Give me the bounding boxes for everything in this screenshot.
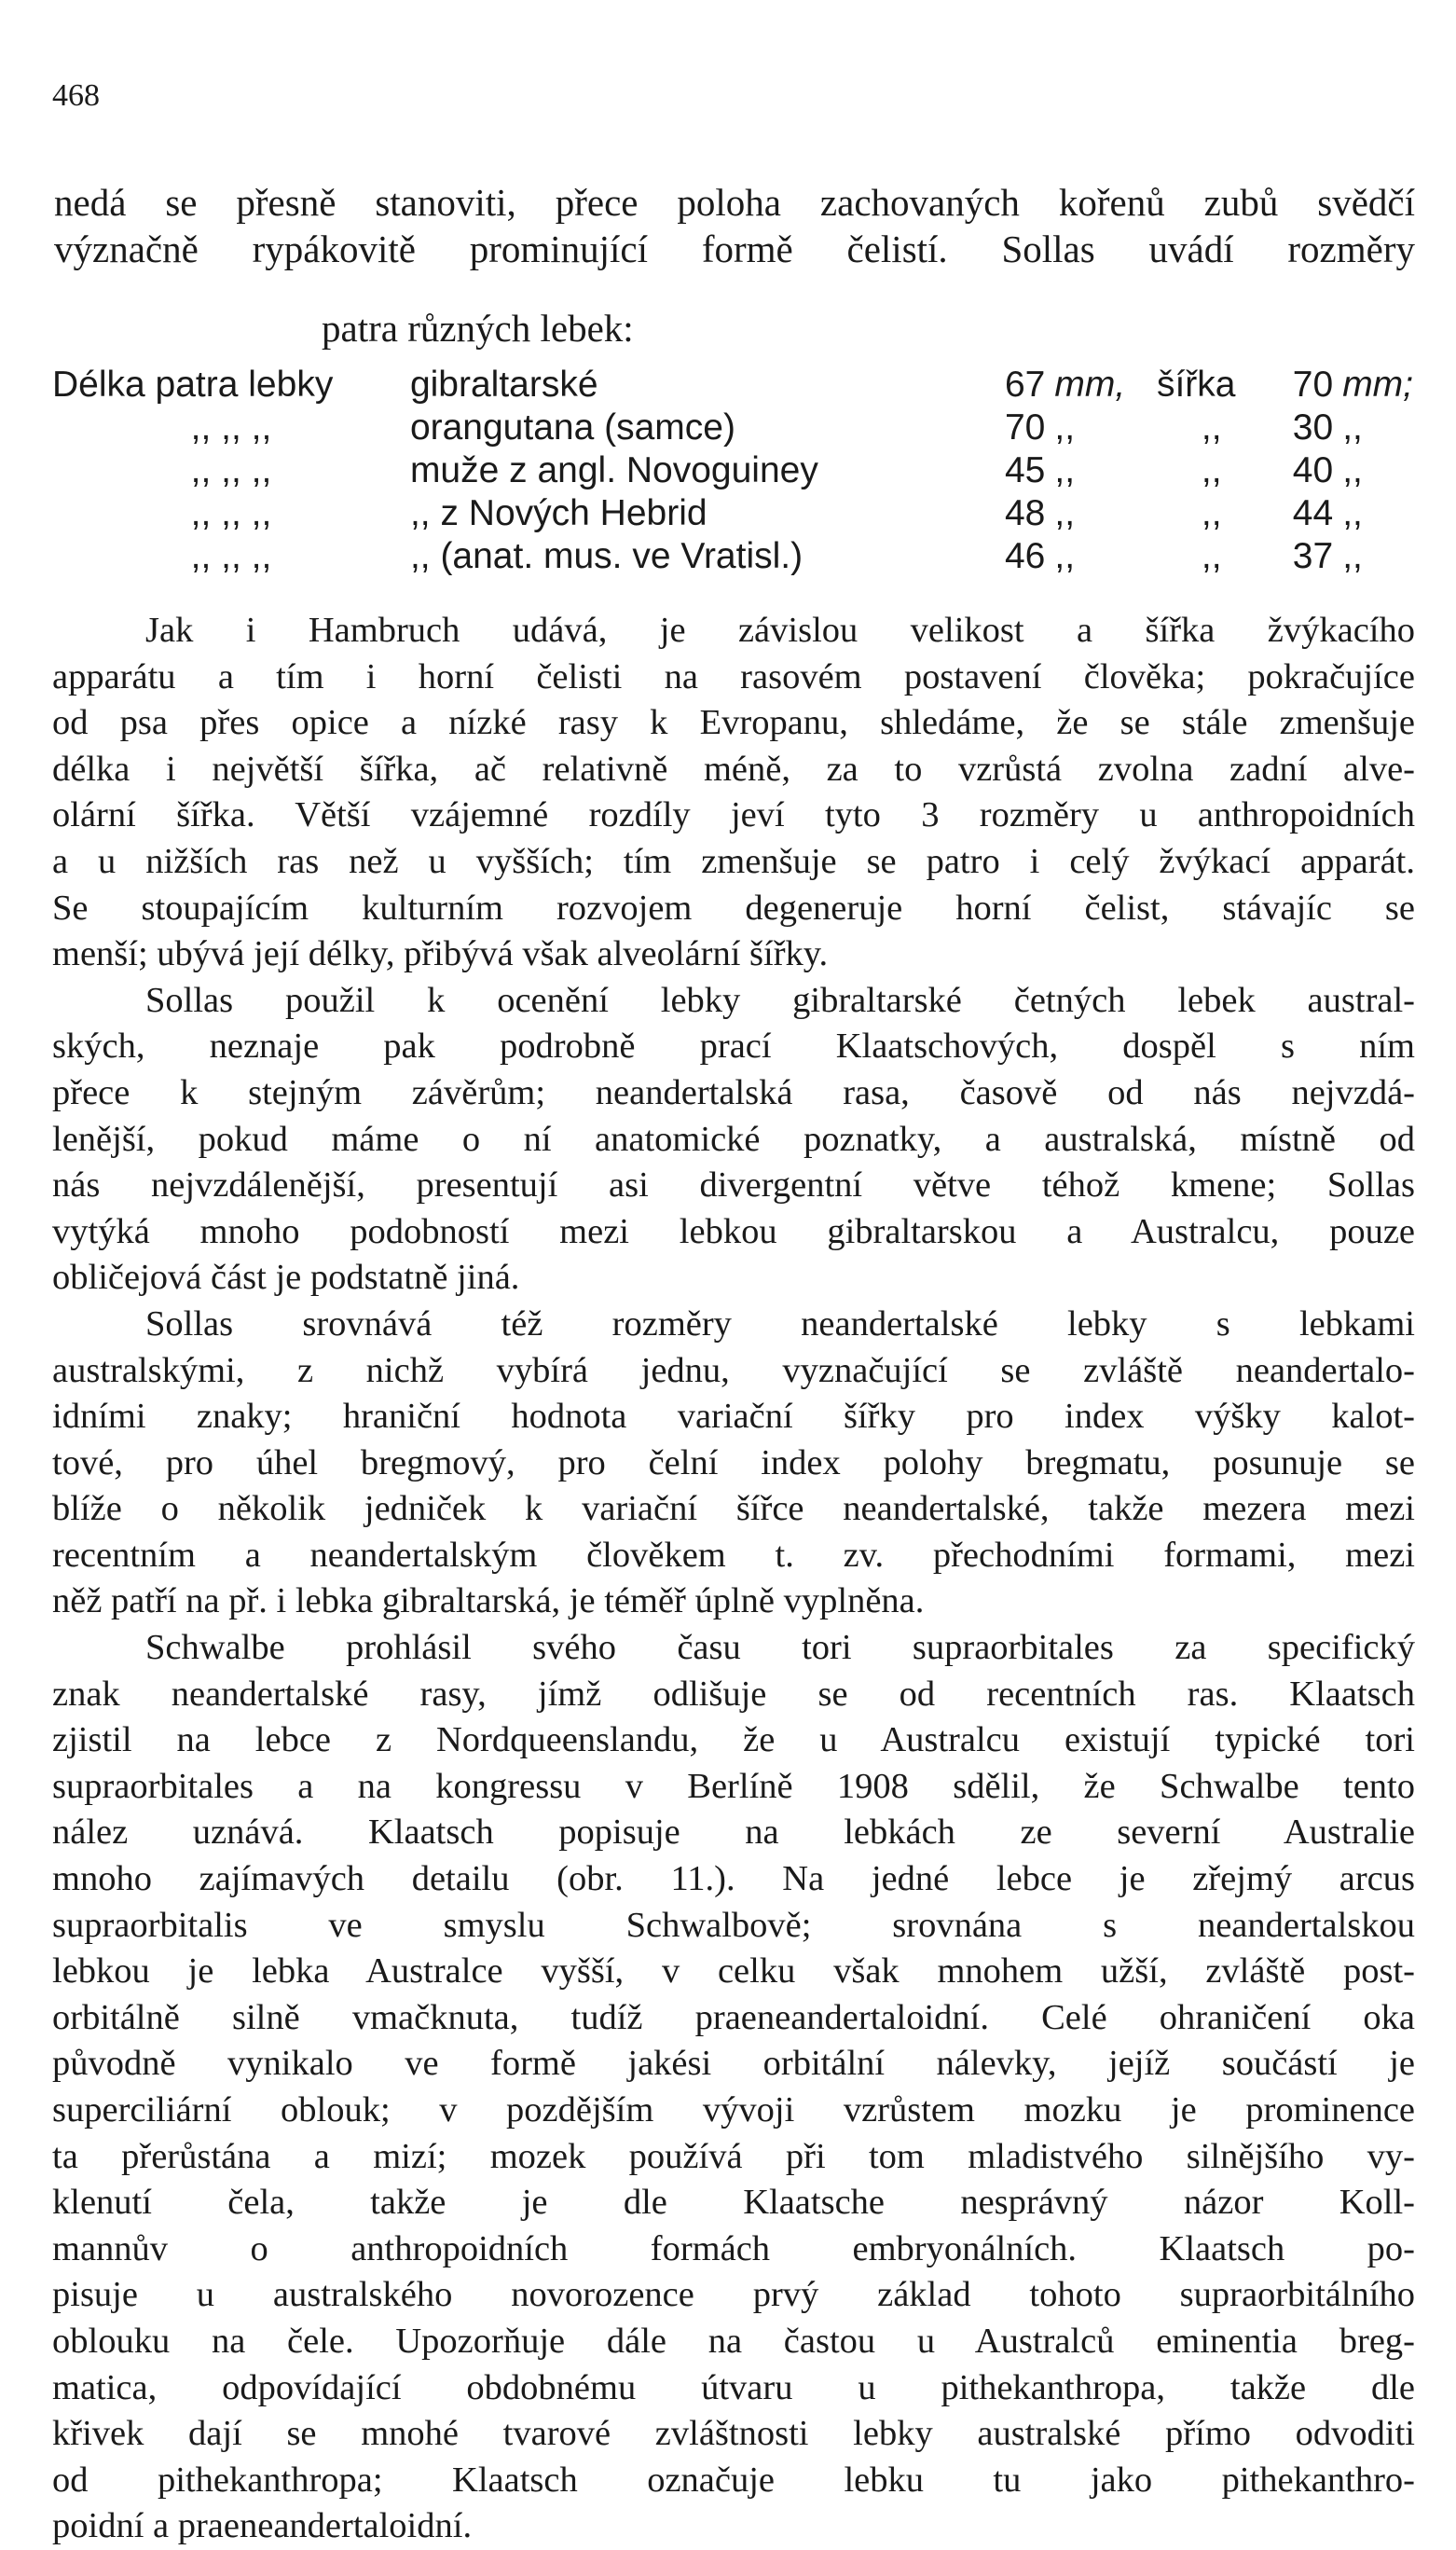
text-line: olární šířka. Větší vzájemné rozdíly jeví tyto 3 rozměry u anthropoidních [52, 795, 1415, 835]
text-line: superciliární oblouk; v pozdějším vývoji vzrůstem mozku je prominence [52, 2090, 1415, 2130]
row-length-unit: mm, [1054, 365, 1126, 405]
table-row [52, 407, 1413, 449]
text-line: křivek dají se mnohé tvarové zvláštnosti lebky australské přímo odvoditi [52, 2414, 1415, 2454]
row-length: 70 [1004, 407, 1046, 448]
text-line: ských, neznaje pak podrobně prací Klaatschových, dospěl s ním [52, 1027, 1415, 1067]
row-subject: orangutana (samce) [409, 407, 735, 448]
text-line: vytýká mnoho podobností mezi lebkou gibraltarskou a Australcu, pouze [52, 1211, 1415, 1251]
row-length-unit: ,, [1054, 407, 1076, 448]
text-line: Jak i Hambruch udává, je závislou velikost a šířka žvýkacího [145, 611, 1415, 650]
text-line: mannův o anthropoidních formách embryonálních. Klaatsch po- [52, 2228, 1415, 2268]
row-subject: ,, (anat. mus. ve Vratisl.) [409, 536, 804, 576]
row-width-label: ,, [1201, 407, 1222, 448]
row-label: ,, ,, ,, [190, 407, 272, 448]
table-row [52, 492, 1413, 535]
row-width: 40 [1292, 450, 1334, 490]
row-width-label: šířka [1156, 365, 1236, 405]
row-length: 67 [1004, 365, 1046, 405]
row-width: 37 [1292, 536, 1334, 576]
text-line: supraorbitalis ve smyslu Schwalbově; srovnána s neandertalskou [52, 1905, 1415, 1945]
row-width-unit: ,, [1342, 536, 1363, 576]
text-line: apparátu a tím i horní čelisti na rasovém postavení člověka; pokračujíce [52, 656, 1415, 696]
row-width-label: ,, [1201, 450, 1222, 490]
text-line: obličejová část je podstatně jiná. [52, 1258, 520, 1298]
row-length-unit: ,, [1054, 450, 1076, 490]
body-text [52, 608, 1415, 2550]
text-line: klenutí čela, takže je dle Klaatsche nesprávný názor Koll- [52, 2183, 1415, 2223]
text-line: ta přerůstána a mizí; mozek používá při tom mladistvého silnějšího vy- [52, 2136, 1415, 2176]
text-line: od pithekanthropa; Klaatsch označuje lebku tu jako pithekanthro- [52, 2460, 1415, 2500]
text-line: mnoho zajímavých detailu (obr. 11.). Na jedné lebce je zřejmý arcus [52, 1859, 1415, 1899]
row-length: 46 [1004, 536, 1046, 576]
text-line: pisuje u australského novorozence prvý základ tohoto supraorbitálního [52, 2275, 1415, 2315]
row-width-label: ,, [1201, 493, 1222, 533]
text-line: tové, pro úhel bregmový, pro čelní index polohy bregmatu, posunuje se [52, 1442, 1415, 1482]
table-row [52, 364, 1413, 407]
row-width: 30 [1292, 407, 1334, 448]
row-width-unit: ,, [1342, 407, 1363, 448]
row-width-unit: mm; [1342, 365, 1413, 405]
text-line: menší; ubývá její délky, přibývá však alveolární šířky. [52, 934, 829, 974]
table-row [52, 535, 1413, 578]
text-line: australskými, z nichž vybírá jednu, vyznačující se zvláště neandertalo- [52, 1350, 1415, 1390]
row-subject: muže z angl. Novoguiney [409, 450, 818, 490]
row-length-unit: ,, [1054, 493, 1076, 533]
row-width-unit: ,, [1342, 493, 1363, 533]
text-line: délka i největší šířka, ač relativně méně, za to vzrůstá zvolna zadní alve- [52, 749, 1415, 789]
row-label: Délka patra lebky [52, 365, 334, 405]
text-line: supraorbitales a na kongressu v Berlíně 1908 sdělil, že Schwalbe tento [52, 1766, 1415, 1806]
palate-measurements-table [52, 364, 1413, 578]
text-line: nedá se přesně stanoviti, přece poloha zachovaných kořenů zubů svědčí [54, 181, 1415, 224]
text-line: idními znaky; hraniční hodnota variační šířky pro index výšky kalot- [52, 1397, 1415, 1437]
row-width-label: ,, [1201, 536, 1222, 576]
row-subject: ,, z Nových Hebrid [409, 493, 707, 533]
row-label: ,, ,, ,, [190, 493, 272, 533]
row-label: ,, ,, ,, [190, 536, 272, 576]
text-line: blíže o několik jedniček k variační šířce neandertalské, takže mezera mezi [52, 1489, 1415, 1529]
text-line: nás nejvzdálenější, presentují asi divergentní větve téhož kmene; Sollas [52, 1165, 1415, 1206]
text-line: orbitálně silně vmačknuta, tudíž praeneandertaloidní. Celé ohraničení oka [52, 1997, 1415, 2037]
row-length: 48 [1004, 493, 1046, 533]
text-line: znak neandertalské rasy, jímž odlišuje se od recentních ras. Klaatsch [52, 1674, 1415, 1714]
row-width: 44 [1292, 493, 1334, 533]
text-line: význačně rypákovitě prominující formě čelistí. Sollas uvádí rozměry [54, 227, 1415, 270]
row-width: 70 [1292, 365, 1334, 405]
table-row [52, 449, 1413, 492]
text-line: Sollas srovnává též rozměry neandertalské lebky s lebkami [145, 1303, 1415, 1344]
row-label: ,, ,, ,, [190, 450, 272, 490]
text-line: recentním a neandertalským člověkem t. zv. přechodními formami, mezi [52, 1535, 1415, 1575]
intro-paragraph [54, 179, 1415, 272]
row-width-unit: ,, [1342, 450, 1363, 490]
table-caption: patra různých lebek: [322, 307, 634, 350]
text-line: přece k stejným závěrům; neandertalská rasa, časově od nás nejvzdá- [52, 1072, 1415, 1112]
text-line: něž patří na př. i lebka gibraltarská, je téměř úplně vyplněna. [52, 1581, 925, 1621]
text-line: nález uznává. Klaatsch popisuje na lebkách ze severní Australie [52, 1813, 1415, 1853]
text-line: Se stoupajícím kulturním rozvojem degeneruje horní čelist, stávajíc se [52, 888, 1415, 928]
text-line: lenější, pokud máme o ní anatomické poznatky, a australská, místně od [52, 1119, 1415, 1159]
row-length-unit: ,, [1054, 536, 1076, 576]
text-line: původně vynikalo ve formě jakési orbitální nálevky, jejíž součástí je [52, 2044, 1415, 2084]
text-line: a u nižších ras než u vyšších; tím zmenšuje se patro i celý žvýkací apparát. [52, 841, 1415, 881]
text-line: zjistil na lebce z Nordqueenslandu, že u Australcu existují typické tori [52, 1720, 1415, 1760]
text-line: lebkou je lebka Australce vyšší, v celku však mnohem užší, zvláště post- [52, 1951, 1415, 1992]
text-line: Schwalbe prohlásil svého času tori supraorbitales za specifický [145, 1628, 1415, 1668]
row-subject: gibraltarské [409, 365, 598, 405]
text-line: od psa přes opice a nízké rasy k Evropanu, shledáme, že se stále zmenšuje [52, 703, 1415, 743]
row-length: 45 [1004, 450, 1046, 490]
text-line: poidní a praeneandertaloidní. [52, 2506, 473, 2546]
text-line: matica, odpovídající obdobnému útvaru u pithekanthropa, takže dle [52, 2367, 1415, 2407]
page-number: 468 [52, 78, 100, 113]
text-line: Sollas použil k ocenění lebky gibraltarské četných lebek austral- [145, 980, 1415, 1020]
text-line: oblouku na čele. Upozorňuje dále na častou u Australců eminentia breg- [52, 2321, 1415, 2361]
